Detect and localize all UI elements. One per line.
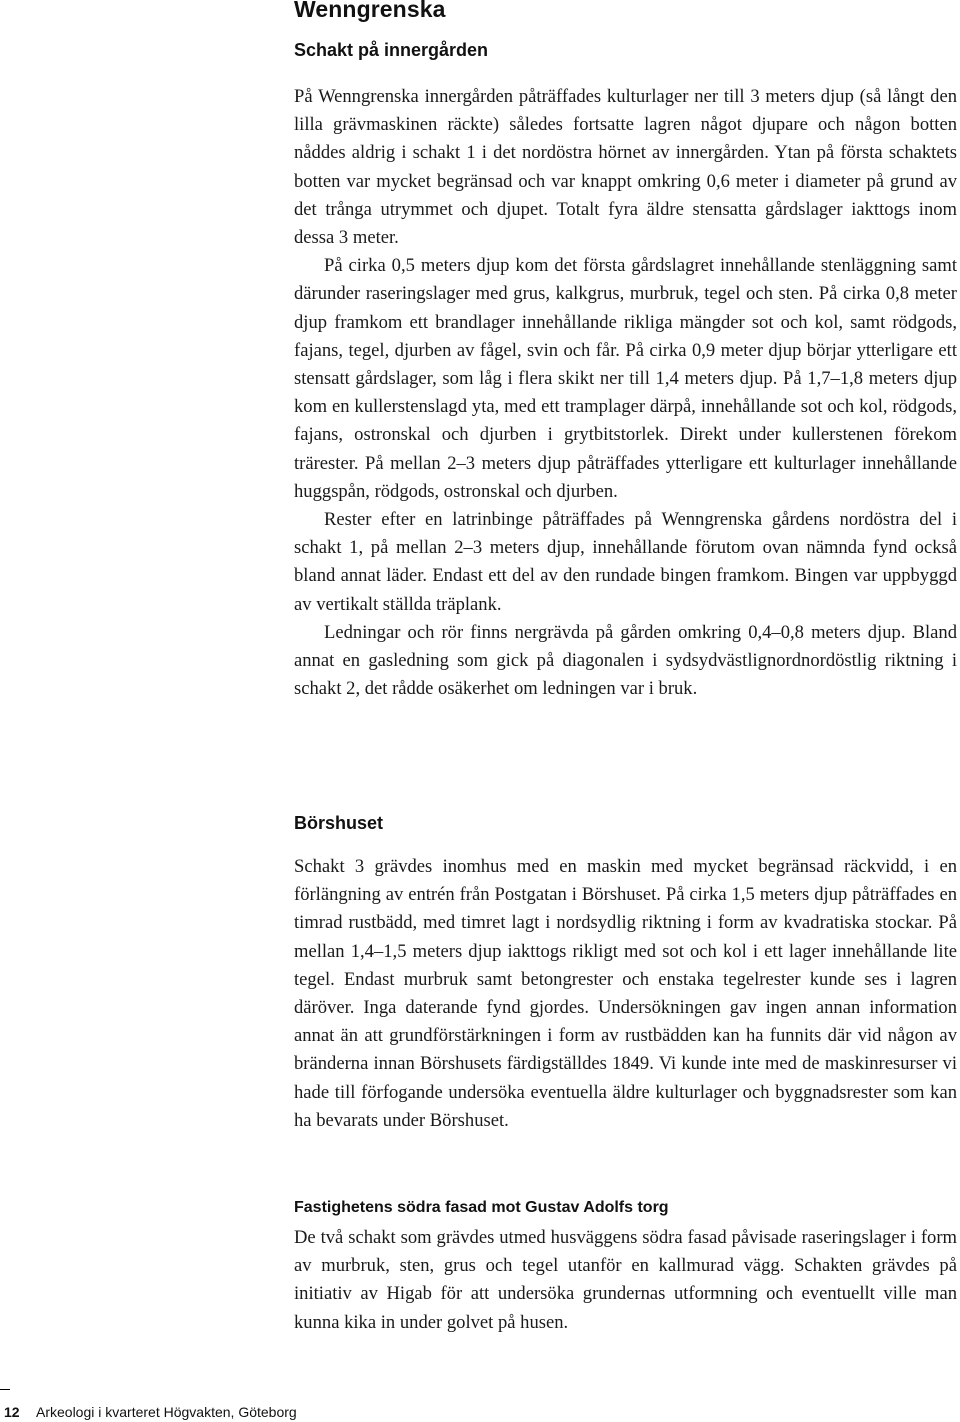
paragraph: Schakt 3 grävdes inomhus med en maskin med mycket begränsad räckvidd, i en förlängning av entrén från Postgatan i Börshuset. På cirka 1,5 meters djup påträffades en timrad rustbädd, med timret lagt i nordsydlig riktning i form av kvadratiska stockar. På mellan 1,4–1,5 meters djup iakttogs rikligt med sot och kol i ett lager innehållande lite tegel. Endast murbruk samt betongrester och enstaka tegelrester kunde ses i lagren däröver. Inga daterande fynd gjordes. Undersökningen gav ingen annan information annat än att grundförstärkningen i form av rustbädden kan ha funnits där vid någon av bränderna innan Börshusets färdigställdes 1849. Vi kunde inte med de maskinresurser vi hade till förfogande undersöka eventuella äldre kulturlager och byggnadsrester som kan ha bevarats under Börshuset. [294, 856, 957, 1131]
section-heading-sodra-fasad: Fastighetens södra fasad mot Gustav Adolfs torg [294, 1199, 669, 1216]
section-body-borshuset [294, 853, 957, 1135]
paragraph: På Wenngrenska innergården påträffades kulturlager ner till 3 meters djup (så långt den lilla grävmaskinen räckte) således fortsatte lagren något djupare och någon botten nåddes aldrig i schakt 1 i det nordöstra hörnet av innergården. Ytan på första schaktets botten var mycket begränsad och var knappt omkring 0,6 meter i diameter på grund av det trånga utrymmet och djupet. Totalt fyra äldre stensatta gårdslager iakttogs inom dessa 3 meter. [294, 86, 957, 249]
running-footer-title: Arkeologi i kvarteret Högvakten, Göteborg [36, 1404, 297, 1420]
section-body-sodra-fasad [294, 1224, 957, 1337]
paragraph: Ledningar och rör finns nergrävda på gården omkring 0,4–0,8 meters djup. Bland annat en gasledning som gick på diagonalen i sydsydvästlignordnordöstlig riktning i schakt 2, det rådde osäkerhet om ledningen var i bruk. [294, 621, 957, 700]
page-number: 12 [4, 1404, 20, 1420]
paragraph: Rester efter en latrinbinge påträffades på Wenngrenska gårdens nordöstra del i schakt 1, på mellan 2–3 meters djup, innehållande förutom ovan nämnda fynd också bland annat läder. Endast ett del av den rundade bingen framkom. Bingen var uppbyggd av vertikalt ställda träplank. [294, 509, 957, 615]
paragraph: De två schakt som grävdes utmed husväggens södra fasad påvisade raseringslager i form av murbruk, sten, grus och tegel utanför en kallmurad vägg. Schakten grävdes på initiativ av Higab för att undersöka grundernas utformning och eventuellt ville man kunna kika in under golvet på husen. [294, 1227, 957, 1333]
section-body-innergarden [294, 83, 957, 703]
paragraph: På cirka 0,5 meters djup kom det första gårdslagret innehållande stenläggning samt därunder raseringslager med grus, kalkgrus, murbruk, tegel och sten. På cirka 0,8 meter djup framkom ett brandlager innehållande rikliga mängder sot och kol, samt rödgods, fajans, tegel, djurben av fågel, svin och får. På cirka 0,9 meter djup börjar ytterligare ett stensatt gårdslager, som låg i flera skikt ner till 1,4 meters djup. På 1,7–1,8 meters djup kom en kullerstenslagd yta, med ett tramplager därpå, innehållande sot och kol, rödgods, fajans, ostronskal och djurben i grytbitstorlek. Direkt under kullerstenen förekom trärester. På mellan 2–3 meters djup påträffades ytterligare ett kulturlager innehållande huggspån, rödgods, ostronskal och djurben. [294, 255, 957, 502]
footer-divider [0, 1389, 10, 1390]
section-heading-innergarden: Schakt på innergården [294, 40, 489, 60]
chapter-title: Wenngrenska [294, 0, 446, 22]
section-heading-borshuset: Börshuset [294, 813, 384, 833]
